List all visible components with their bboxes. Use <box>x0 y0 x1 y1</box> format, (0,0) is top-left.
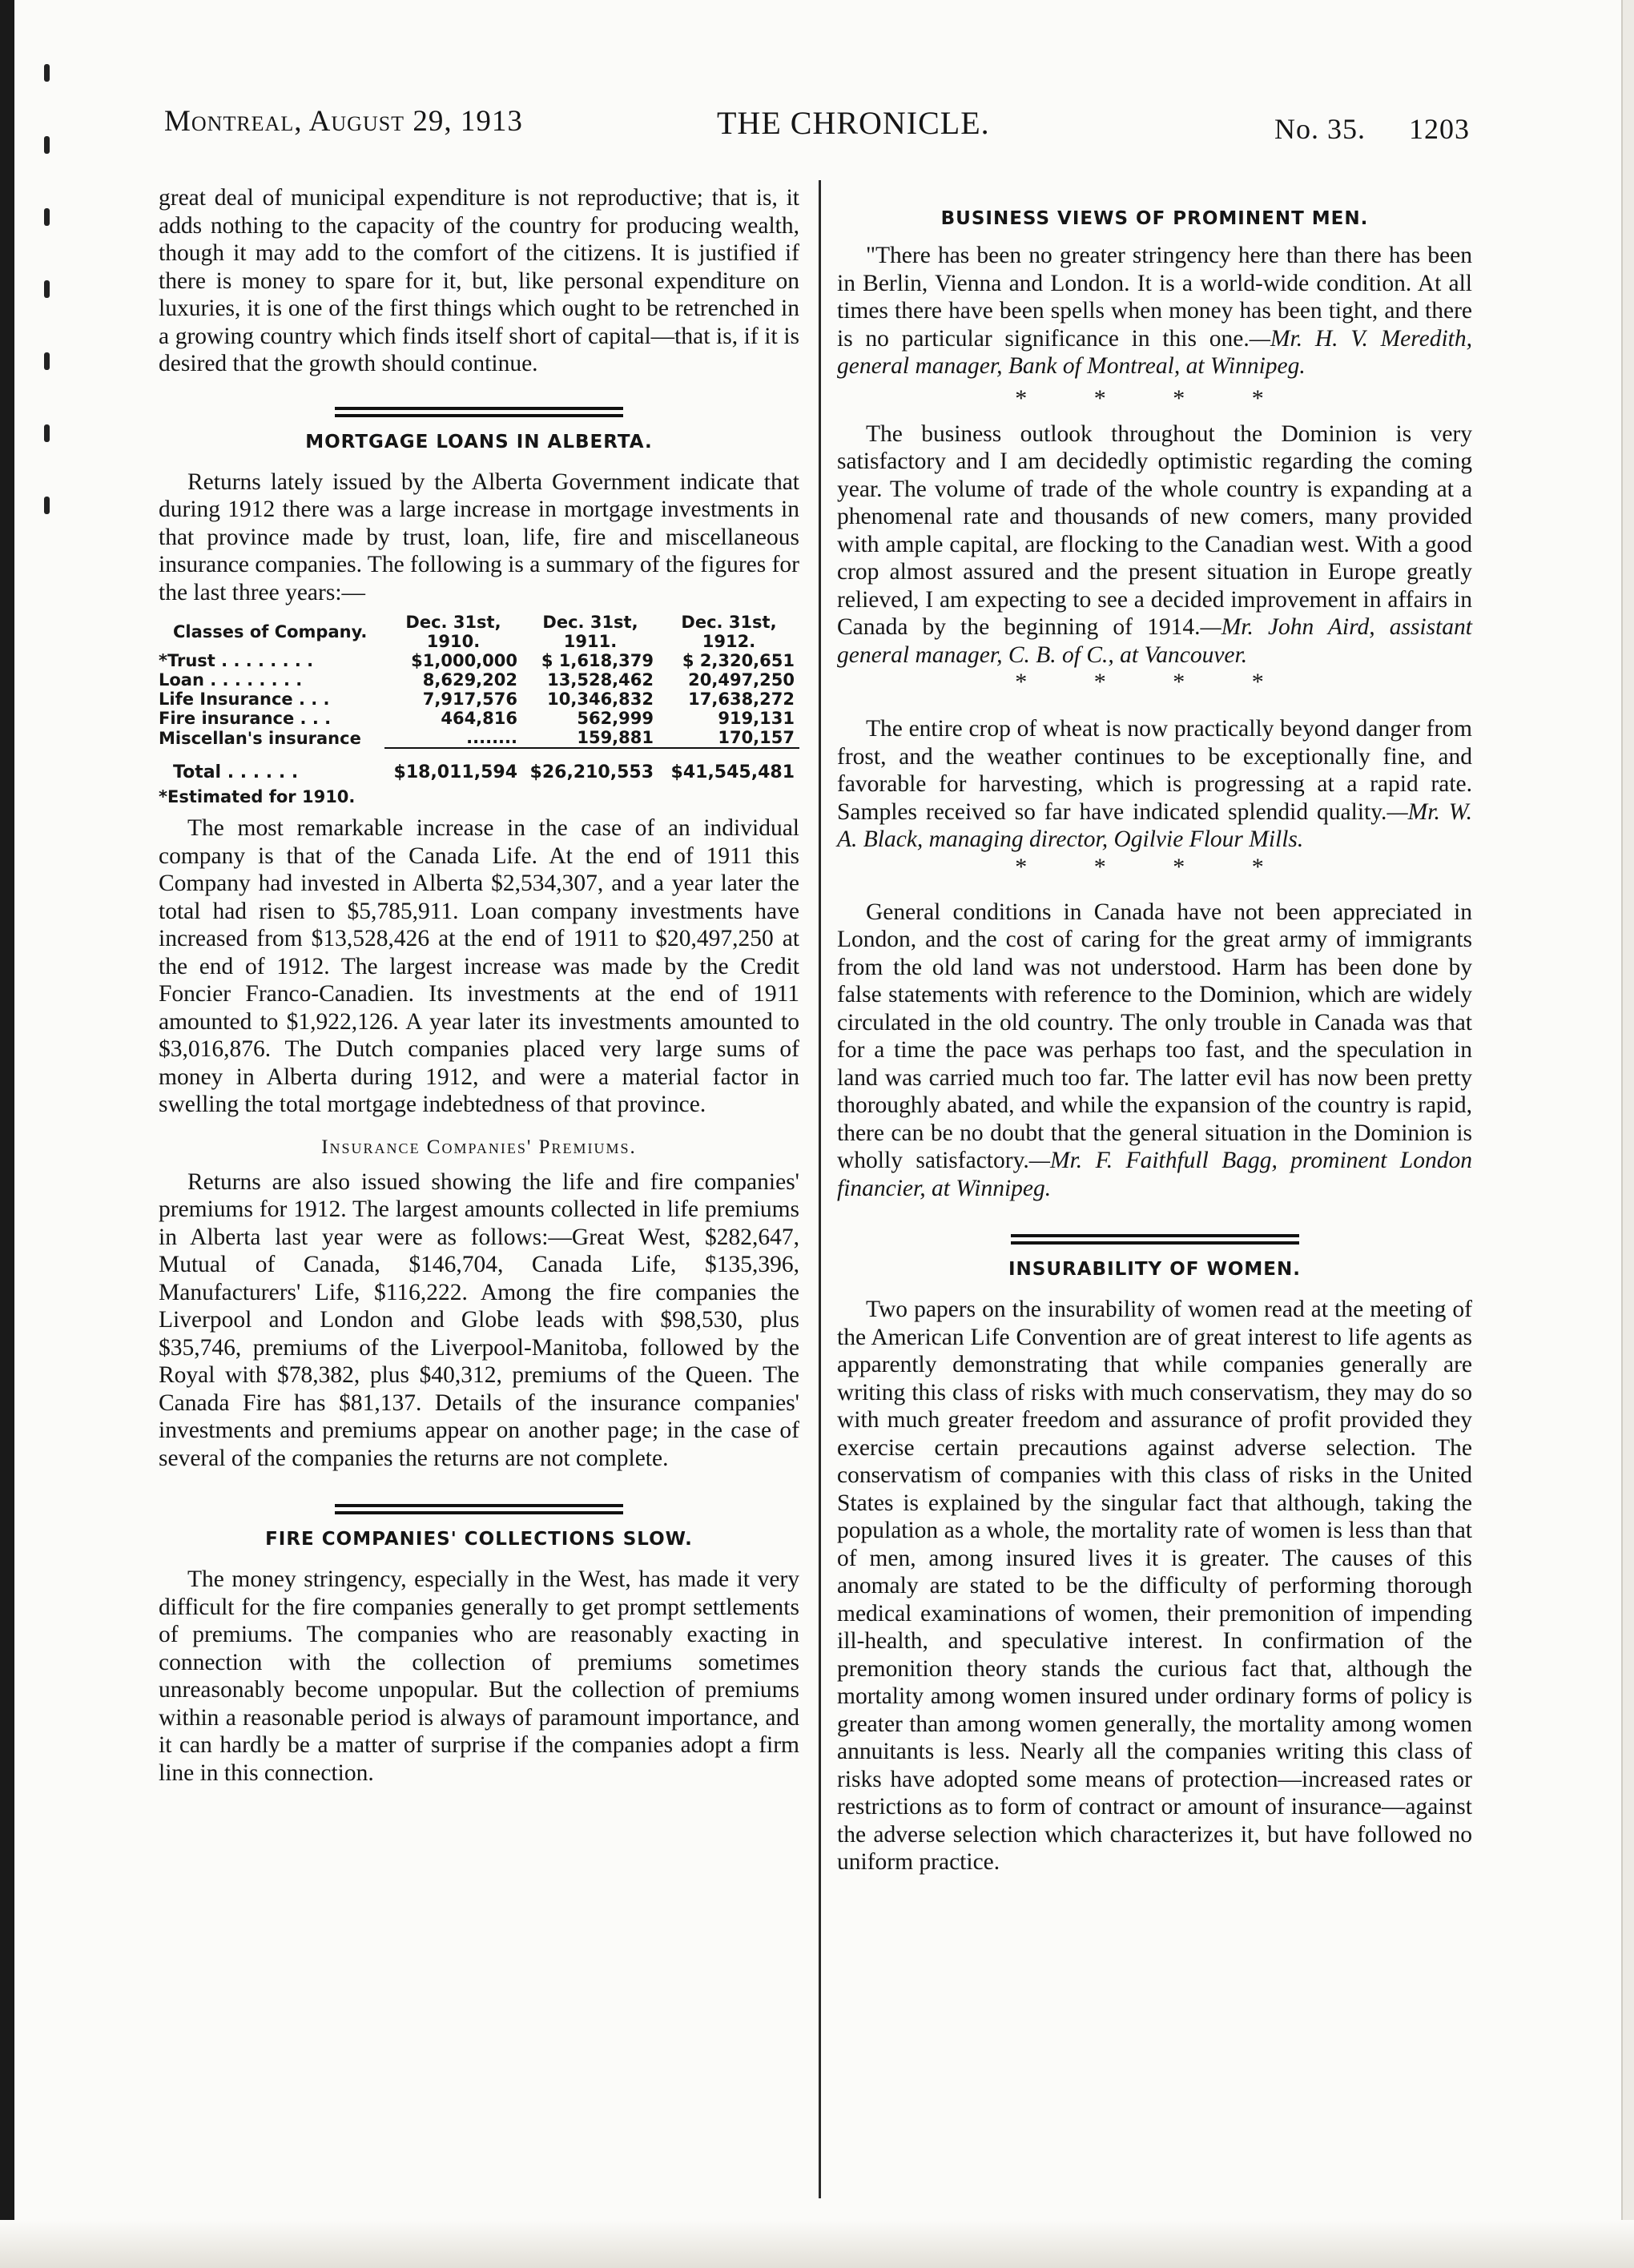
cell-1912: 919,131 <box>718 709 795 728</box>
mortgage-heading: MORTGAGE LOANS IN ALBERTA. <box>305 431 653 452</box>
row-label: Loan . . . . . . . . <box>159 670 303 690</box>
quote-text: General conditions in Canada have not been appreciated in London, and the cost of caring for the great army of immigrants from the old land was not understood. Harm has been done by false statements with reference to the Dominion, which are widely circulated in the old country. The only trouble in Canada was that for a time the pace was perhaps too fast, and the speculation in land was carried much too far. The latter evil has now been pretty thoroughly abated, and while the expansion of the country is rapid, there can be no doubt that the general situation in the Dominion is wholly satisfactory. <box>837 899 1472 1173</box>
row-label: *Trust . . . . . . . . <box>159 651 314 670</box>
mortgage-analysis-paragraph: The most remarkable increase in the case of an individual company is that of the Canada Life. At the end of 1911 this Company had invested in Alberta $2,534,307, and a year later the total had risen to $5,785,911. Loan company investments have increased from $13,528,426 at the end of 1911 to $20,497,250 at the end of 1912. The largest increase was made by the Credit Foncier Franco-Canadien. Its investments at the end of 1911 amounted to $1,922,126. A year later its investments amounted to $3,016,876. The Dutch companies placed very large sums of money in Alberta during 1912, and were a material factor in swelling the total mortgage indebtedness of that province. <box>159 815 799 1117</box>
column-divider <box>819 180 821 2198</box>
quote-bagg <box>837 899 1472 1203</box>
cell-1910: 8,629,202 <box>422 670 517 690</box>
cell-1911: 159,881 <box>577 728 654 747</box>
section-rule <box>335 1504 623 1514</box>
mortgage-table <box>159 613 799 782</box>
quote-text: "There has been no greater stringency here than there has been in Berlin, Vienna and London. It is a world-wide condition. At all times there have been spells when money has been tight, and there is no particular significance in this one. <box>837 243 1472 352</box>
right-column <box>837 184 1472 1876</box>
cell-1910: 7,917,576 <box>422 690 517 709</box>
cell-1910: 464,816 <box>441 709 517 728</box>
cell-1912: 170,157 <box>718 728 795 747</box>
table-row <box>159 709 799 728</box>
total-label: Total . . . . . . <box>173 762 299 782</box>
quote-text: The business outlook throughout the Dominion is very satisfactory and I am decidedly optimistic regarding the coming year. The volume of trade of the whole country is expanding at a phenomenal rate and thousands of new comers, many provided with ample capital, are flocking to the Canadian west. With a good crop almost assured and the present situation in Europe greatly relieved, I am expecting to see a decided improvement in affairs in Canada by the beginning of 1914. <box>837 420 1472 640</box>
row-label: Miscellan's insurance <box>159 728 361 748</box>
table-row <box>159 670 799 690</box>
cell-1911: $ 1,618,379 <box>541 651 654 670</box>
cell-1911: 562,999 <box>577 709 654 728</box>
table-row <box>159 651 799 670</box>
cell-1912: $ 2,320,651 <box>682 651 795 670</box>
premiums-subheading: Insurance Companies' Premiums. <box>321 1136 637 1158</box>
attribution: —Mr. John Aird, assistant general manager, C. B. of C., at Vancouver. <box>837 614 1472 668</box>
total-1912: $41,545,481 <box>658 748 799 782</box>
mortgage-paragraph: Returns lately issued by the Alberta Government indicate that during 1912 there was a large increase in mortgage investments in that province made by trust, loan, life, fire and miscellaneous insurance companies. The following is a summary of the figures for the last three years:— <box>159 468 799 605</box>
table-header-1911: Dec. 31st, 1911. <box>542 613 638 651</box>
cell-1910: $1,000,000 <box>411 651 517 670</box>
binding-edge <box>0 0 14 2268</box>
total-1910: $18,011,594 <box>384 748 522 782</box>
page-number: 1203 <box>1409 113 1470 145</box>
issue-and-page <box>1274 112 1470 146</box>
quote-black <box>837 715 1472 854</box>
table-header-1912: Dec. 31st, 1912. <box>681 613 777 651</box>
table-row <box>159 690 799 709</box>
page-shadow <box>0 2220 1634 2268</box>
attribution: —Mr. F. Faithfull Bagg, prominent London financier, at Winnipeg. <box>837 1148 1472 1201</box>
cell-1911: 10,346,832 <box>547 690 654 709</box>
women-paragraph: Two papers on the insurability of women read at the meeting of the American Life Convention are of great interest to life agents as apparently demonstrating that while companies generally are writing this class of risks with much conservatism, they may do so with much greater freedom and assurance of profit provided they exercise certain precautions against adverse selection. The conservatism of companies with this class of risks in the United States is explained by the singular fact that although, taking the population as a whole, the mortality rate of women is less than that of men, among insured lives it is greater. The causes of this anomaly are stated to be the difficulty of performing thorough medical examinations of women, their premonition of impending ill-health, and speculative interest. In confirmation of the premonition theory stands the curious fact that, although the mortality among women insured under ordinary forms of policy is greater than among women generally, the mortality among women annuitants is less. Nearly all the companies writing this class of risks have adopted some means of protection—increased rates or restrictions as to form of contract or amount of insurance—against the adverse selection which characterizes it, but have followed no uniform practice. <box>837 1297 1472 1875</box>
separator-stars: * * * * <box>1015 384 1294 412</box>
section-rule <box>335 407 623 417</box>
row-label: Life Insurance . . . <box>159 690 330 709</box>
cell-1912: 20,497,250 <box>688 670 795 690</box>
left-column <box>159 184 799 1787</box>
cell-1912: 17,638,272 <box>688 690 795 709</box>
table-header-1910: Dec. 31st, 1910. <box>405 613 501 651</box>
total-1911: $26,210,553 <box>522 748 658 782</box>
attribution: —Mr. H. V. Meredith, general manager, Bank of Montreal, at Winnipeg. <box>837 325 1473 379</box>
table-header-row <box>159 613 799 651</box>
page-edge <box>1621 0 1634 2268</box>
continued-paragraph: great deal of municipal expenditure is not reproductive; that is, it adds nothing to the capacity of the country for producing wealth, though it may add to the comfort of the citizens. It is justified if there is money to spare for it, but, like personal expenditure on luxuries, it is one of the first things which ought to be retrenched in a growing country which finds itself short of capital—that is, if it is desired that the growth should continue. <box>159 185 799 376</box>
attribution: —Mr. W. A. Black, managing director, Ogilvie Flour Mills. <box>837 798 1472 852</box>
business-heading: BUSINESS VIEWS OF PROMINENT MEN. <box>940 208 1369 229</box>
table-header-class: Classes of Company. <box>173 622 368 641</box>
women-heading: INSURABILITY OF WOMEN. <box>1008 1259 1301 1280</box>
quote-aird <box>837 420 1472 670</box>
separator-stars: * * * * <box>1015 853 1294 880</box>
quote-meredith <box>837 242 1472 380</box>
dateline: Montreal, August 29, 1913 <box>164 105 523 138</box>
table-total-row <box>159 748 799 782</box>
cell-1910: ........ <box>466 728 517 747</box>
table-row <box>159 728 799 748</box>
section-rule <box>1011 1234 1299 1245</box>
publication-title: THE CHRONICLE. <box>717 105 990 141</box>
fire-paragraph: The money stringency, especially in the West, has made it very difficult for the fire companies generally to get prompt settlements of premiums. The companies who are reasonably exacting in connection with the collection of premiums sometimes unreasonably become unpopular. But the collection of premiums within a reasonable period is always of paramount importance, and it can hardly be a matter of surprise if the companies adopt a firm line in this connection. <box>159 1566 799 1786</box>
binding-holes <box>44 48 55 2210</box>
row-label: Fire insurance . . . <box>159 709 332 728</box>
issue-number: No. 35. <box>1274 113 1366 145</box>
fire-heading: FIRE COMPANIES' COLLECTIONS SLOW. <box>265 1529 693 1550</box>
cell-1911: 13,528,462 <box>547 670 654 690</box>
quote-text: The entire crop of wheat is now practically beyond danger from frost, and the weather continues to be exceptionally fine, and favorable for harvesting, which is progressing at a rapid rate. Samples received so far have indicated splendid quality. <box>837 716 1472 825</box>
premiums-paragraph: Returns are also issued showing the life and fire companies' premiums for 1912. The largest amounts collected in life premiums in Alberta last year were as follows:—Great West, $282,647, Mutual of Canada, $146,704, Canada Life, $135,396, Manufacturers' Life, $116,222. Among the fire companies the Liverpool and London and Globe leads with $98,530, plus $35,746, premiums of the Liverpool-Manitoba, followed by the Royal with $78,382, plus $40,312, premiums of the Queen. The Canada Fire has $81,137. Details of the insurance companies' investments and premiums appear on another page; in the case of several of the companies the returns are not complete. <box>159 1168 799 1471</box>
table-footnote: *Estimated for 1910. <box>159 787 356 806</box>
running-header <box>164 104 1470 160</box>
separator-stars: * * * * <box>1015 669 1294 695</box>
